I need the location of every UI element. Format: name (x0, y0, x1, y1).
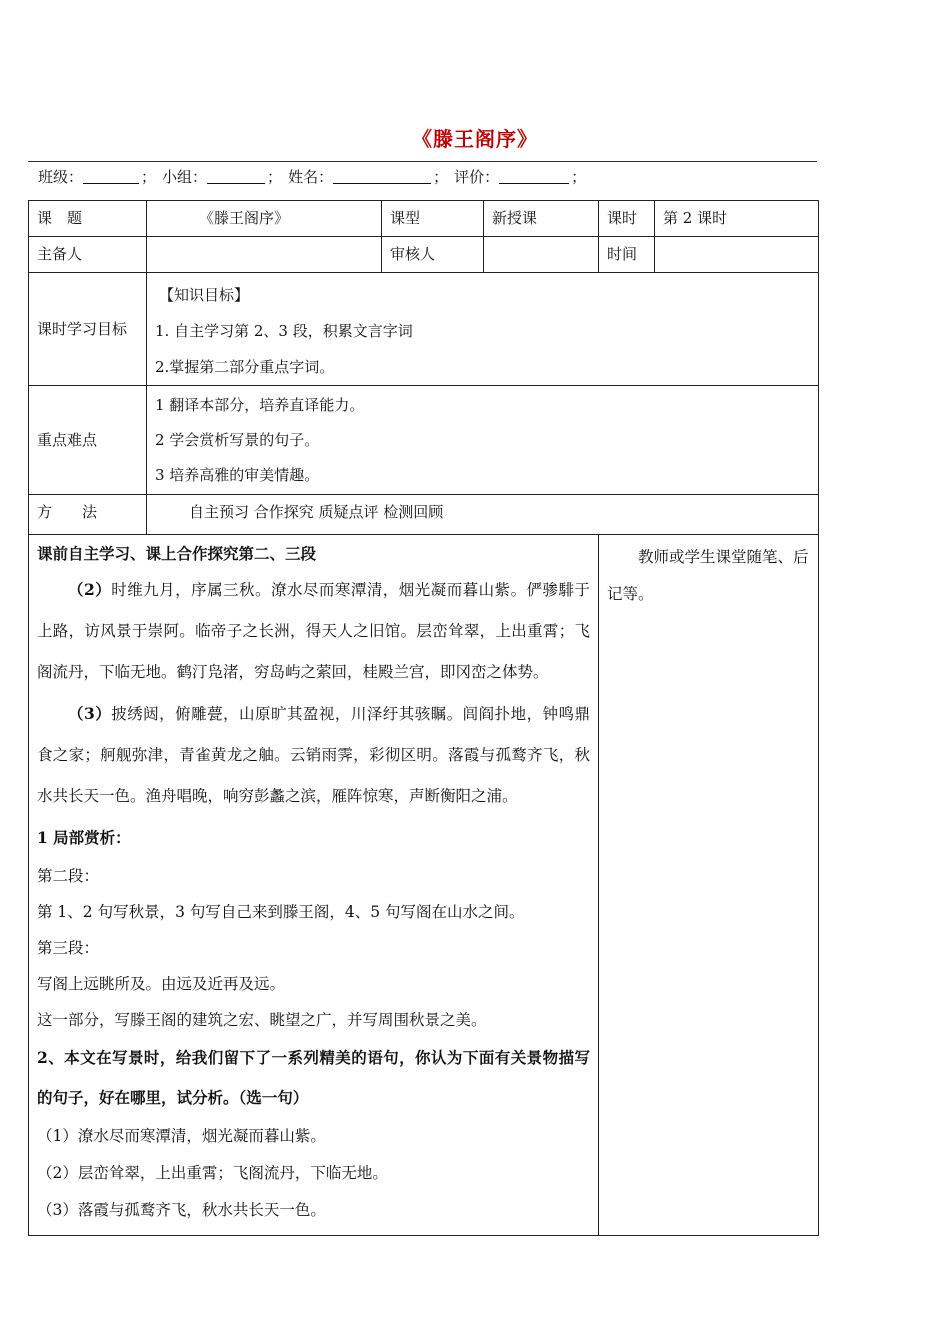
option-item: （3）落霞与孤鹜齐飞，秋水共长天一色。 (37, 1201, 326, 1219)
time-label: 时间 (599, 237, 655, 273)
class-label: 班级： (38, 168, 84, 186)
lesson-content (29, 535, 599, 1236)
type-value: 新授课 (484, 201, 599, 237)
lesson-row (29, 535, 819, 1236)
separator: ； (433, 168, 449, 186)
goals-row (29, 273, 819, 386)
topic-value: 《滕王阁序》 (147, 201, 382, 237)
segment-3-text: 写阁上远眺所及。由远及近再及远。 (37, 975, 286, 993)
author-value (147, 237, 382, 273)
paragraph-3 (37, 693, 590, 817)
time-value (655, 237, 819, 273)
paragraph-2 (37, 569, 590, 693)
difficulty-item: 2 学会赏析写景的句子。 (155, 431, 320, 449)
difficulty-item: 3 培养高雅的审美情趣。 (155, 466, 320, 484)
student-info-line (38, 166, 592, 187)
difficulty-item: 1 翻译本部分，培养直译能力。 (155, 396, 365, 414)
meta-row-topic (29, 201, 819, 237)
name-label: 姓名： (288, 168, 334, 186)
question-text: 2、本文在写景时，给我们留下了一系列精美的语句，你认为下面有关景物描写的句子，好在哪里，试分析。（选一句） (37, 1048, 591, 1107)
paragraph-3-text: 披绣闼，俯雕甍，山原旷其盈视，川泽纡其骇瞩。闾阎扑地，钟鸣鼎食之家；舸舰弥津，青雀黄龙之舳。云销雨霁，彩彻区明。落霞与孤鹜齐飞，秋水共长天一色。渔舟唱晚，响穷彭蠡之滨，雁阵惊寒，声断衡阳之浦。 (37, 705, 591, 805)
notes-column: 教师或学生课堂随笔、后记等。 (599, 535, 819, 1236)
segment-2-label: 第二段： (37, 867, 100, 885)
reviewer-label: 审核人 (382, 237, 484, 273)
option-item: （2）层峦耸翠，上出重霄；飞阁流丹，下临无地。 (37, 1164, 388, 1182)
option-item: （1）潦水尽而寒潭清，烟光凝而暮山紫。 (37, 1127, 326, 1145)
evaluation-label: 评价： (454, 168, 500, 186)
paragraph-3-number: （3） (68, 704, 112, 723)
title-divider (28, 161, 817, 162)
analysis-heading: 1 局部赏析： (37, 828, 131, 847)
period-value: 第 2 课时 (655, 201, 819, 237)
goal-item: 1. 自主学习第 2、3 段，积累文言字词 (155, 322, 413, 340)
summary-text: 这一部分，写滕王阁的建筑之宏、眺望之广，并写周围秋景之美。 (37, 1011, 487, 1029)
method-value: 自主预习 合作探究 质疑点评 检测回顾 (147, 495, 819, 535)
author-label: 主备人 (29, 237, 147, 273)
goals-heading: 【知识目标】 (159, 286, 250, 304)
lesson-plan-table (28, 200, 819, 1236)
reviewer-value (484, 237, 599, 273)
paragraph-2-text: 时维九月，序属三秋。潦水尽而寒潭清，烟光凝而暮山紫。俨骖騑于上路，访风景于崇阿。临帝子之长洲，得天人之旧馆。层峦耸翠，上出重霄；飞阁流丹，下临无地。鹤汀凫渚，穷岛屿之萦回，桂殿兰宫，即冈峦之体势。 (37, 581, 591, 681)
segment-2-text: 第 1、2 句写秋景，3 句写自己来到滕王阁，4、5 句写阁在山水之间。 (37, 903, 525, 921)
evaluation-blank[interactable] (499, 169, 569, 184)
goals-content (147, 273, 819, 386)
type-label: 课型 (382, 201, 484, 237)
meta-row-author (29, 237, 819, 273)
paragraph-2-number: （2） (68, 580, 112, 599)
separator: ； (267, 168, 283, 186)
difficulties-content (147, 386, 819, 495)
topic-label: 课 题 (29, 201, 147, 237)
page-title: 《滕王阁序》 (412, 127, 538, 151)
separator: ； (141, 168, 157, 186)
class-blank[interactable] (83, 169, 139, 184)
lesson-heading: 课前自主学习、课上合作探究第二、三段 (37, 544, 317, 563)
difficulties-row (29, 386, 819, 495)
difficulties-label: 重点难点 (29, 386, 147, 495)
group-blank[interactable] (207, 169, 265, 184)
goals-label: 课时学习目标 (29, 273, 147, 386)
name-blank[interactable] (333, 169, 431, 184)
separator: ； (571, 168, 587, 186)
segment-3-label: 第三段： (37, 939, 100, 957)
group-label: 小组： (162, 168, 208, 186)
goal-item: 2.掌握第二部分重点字词。 (155, 358, 335, 376)
method-label: 方 法 (29, 495, 147, 535)
method-row (29, 495, 819, 535)
period-label: 课时 (599, 201, 655, 237)
